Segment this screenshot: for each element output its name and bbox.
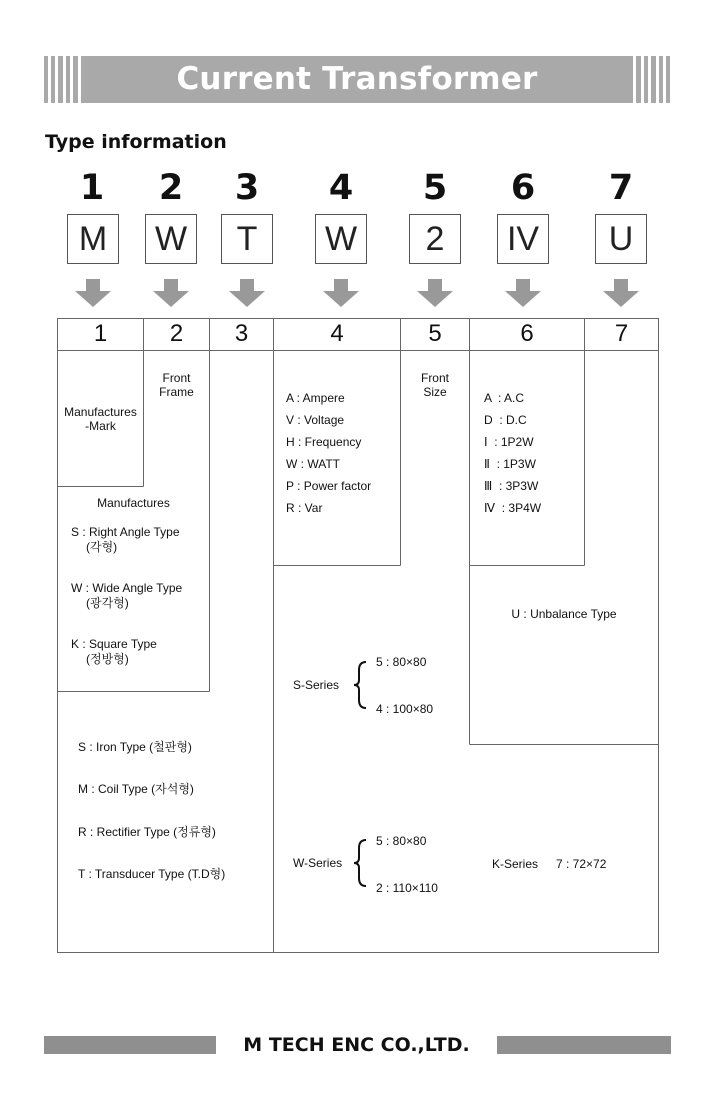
list-item: D : D.C [484, 413, 527, 427]
list-item: A : Ampere [286, 391, 345, 405]
code-box: W [145, 214, 197, 264]
series-label: K-Series [492, 857, 539, 871]
table-header: 1 [93, 320, 108, 347]
series-value: 5 : 80×80 [376, 655, 427, 669]
position-number: 2 [158, 168, 184, 208]
table-header: 4 [330, 320, 344, 347]
position-number: 4 [328, 168, 354, 208]
footer-bar [497, 1036, 671, 1054]
series-value: 5 : 80×80 [376, 834, 427, 848]
cell-text: Front [420, 371, 449, 385]
table-header: 7 [614, 320, 629, 347]
list-item: Ⅳ : 3P4W [484, 501, 542, 515]
cell-text: -Mark [85, 419, 116, 433]
list-item: M : Coil Type (자석형) [78, 782, 194, 796]
list-item: R : Var [286, 501, 323, 515]
cell-text: U : Unbalance Type [511, 607, 617, 621]
code-box: 2 [409, 214, 461, 264]
table-header: 5 [428, 320, 442, 347]
table-header: 6 [520, 320, 534, 347]
cell-text: Front [162, 371, 191, 385]
code-box: IV [497, 214, 549, 264]
code-box: M [67, 214, 119, 264]
list-item: (정방형) [86, 652, 129, 666]
brace-icon [354, 840, 366, 886]
list-item: W : Wide Angle Type [71, 581, 183, 595]
table-header: 2 [169, 320, 184, 347]
cell-text: Manufactures [64, 405, 137, 419]
cell-text: Manufactures [97, 496, 170, 510]
section-title: Type information [45, 131, 227, 153]
brace-icon [354, 662, 366, 708]
series-value: 4 : 100×80 [376, 702, 434, 716]
cell-text: Size [423, 385, 447, 399]
code-box: T [221, 214, 273, 264]
position-number: 7 [608, 168, 634, 208]
list-item: Ⅲ : 3P3W [484, 479, 539, 493]
list-item: A : A.C [484, 391, 525, 405]
list-item: K : Square Type [71, 637, 157, 651]
page-title: Current Transformer [176, 61, 538, 97]
list-item: P : Power factor [286, 479, 372, 493]
list-item: W : WATT [286, 457, 340, 471]
series-value: 2 : 110×110 [376, 881, 438, 895]
series-value: 7 : 72×72 [556, 857, 607, 871]
footer-bar [44, 1036, 216, 1054]
list-item: Ⅱ : 1P3W [484, 457, 536, 471]
table-header: 3 [234, 320, 249, 347]
company-name: M TECH ENC CO.,LTD. [243, 1034, 470, 1056]
code-box: W [315, 214, 367, 264]
list-item: R : Rectifier Type (정류형) [78, 825, 216, 839]
series-label: S-Series [293, 678, 340, 692]
list-item: Ⅰ : 1P2W [484, 435, 534, 449]
list-item: S : Right Angle Type [71, 525, 180, 539]
position-number: 6 [510, 168, 536, 208]
position-number: 3 [234, 168, 260, 208]
list-item: S : Iron Type (철판형) [78, 740, 192, 754]
code-box: U [595, 214, 647, 264]
list-item: H : Frequency [286, 435, 362, 449]
list-item: (각형) [86, 540, 118, 554]
cell-text: Frame [159, 385, 194, 399]
position-number: 1 [79, 168, 105, 208]
list-item: T : Transducer Type (T.D형) [78, 867, 226, 881]
series-label: W-Series [293, 856, 343, 870]
list-item: (광각형) [86, 596, 129, 610]
list-item: V : Voltage [286, 413, 345, 427]
position-number: 5 [422, 168, 448, 208]
